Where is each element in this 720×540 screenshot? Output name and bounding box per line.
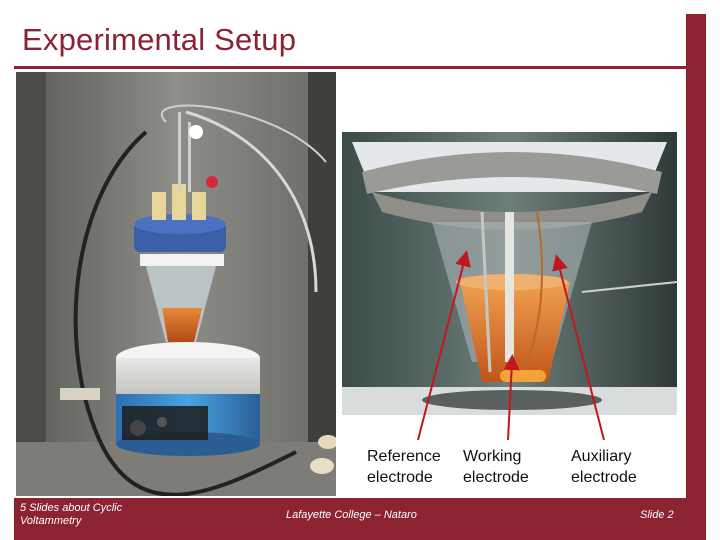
- slide-title: Experimental Setup: [22, 22, 297, 57]
- title-underline: [14, 66, 690, 69]
- auxiliary-electrode-label: [571, 446, 661, 488]
- right-accent-bar: [686, 14, 706, 540]
- working-electrode-label: [463, 446, 553, 488]
- footer-course-line1: 5 Slides about Cyclic: [20, 502, 123, 514]
- reference-label-line1: Reference: [367, 448, 441, 465]
- footer-author: Lafayette College – Nataro: [286, 509, 417, 521]
- cell-closeup-photo: [342, 132, 677, 415]
- reference-label-line2: electrode: [367, 469, 433, 486]
- reference-electrode-label: [367, 446, 457, 488]
- footer-course-line2: Voltammetry: [20, 515, 82, 527]
- setup-photo-illustration: [16, 72, 336, 496]
- auxiliary-label-line1: Auxiliary: [571, 448, 632, 465]
- working-label-line2: electrode: [463, 469, 529, 486]
- cell-closeup-illustration: [342, 132, 677, 415]
- footer-course-title: [20, 502, 160, 528]
- working-label-line1: Working: [463, 448, 522, 465]
- setup-photo: [16, 72, 336, 496]
- auxiliary-label-line2: electrode: [571, 469, 637, 486]
- slide-number: Slide 2: [640, 509, 674, 521]
